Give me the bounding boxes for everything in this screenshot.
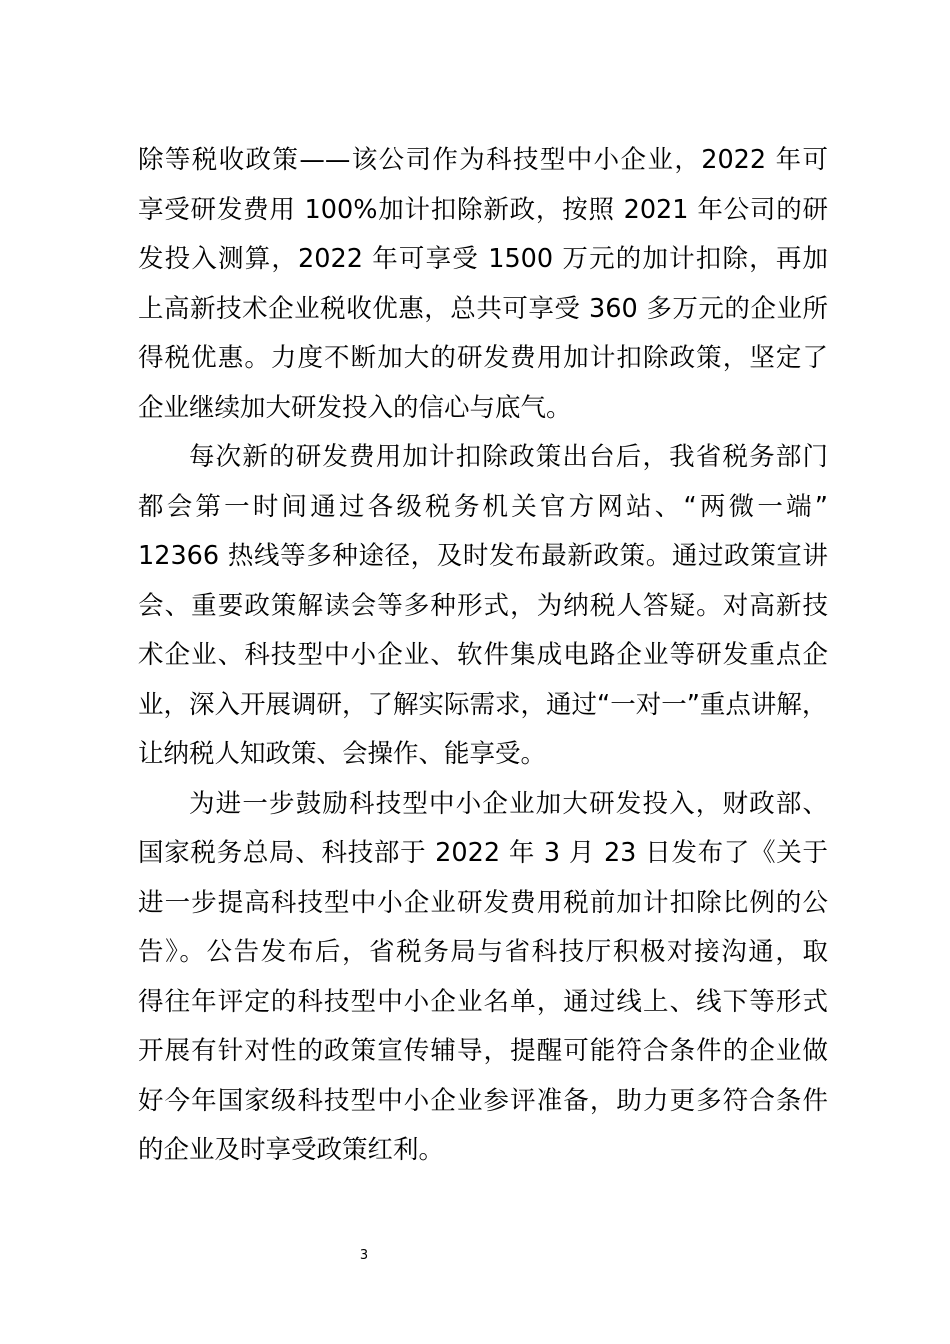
text-line: 每次新的研发费用加计扣除政策出台后，我省税务部门 xyxy=(189,442,828,472)
text-line: 12366 热线等多种途径，及时发布最新政策。通过政策宣讲 xyxy=(138,541,828,571)
text-line: 得往年评定的科技型中小企业名单，通过线上、线下等形式 xyxy=(138,986,828,1017)
text-line: 除等税收政策——该公司作为科技型中小企业，2022 年可 xyxy=(138,145,828,175)
text-line: 进一步提高科技型中小企业研发费用税前加计扣除比例的公 xyxy=(138,887,828,918)
text-line: 国家税务总局、科技部于 2022 年 3 月 23 日发布了《关于 xyxy=(138,838,828,868)
document-body xyxy=(138,136,828,1176)
paragraph-1 xyxy=(138,136,828,433)
text-line: 术企业、科技型中小企业、软件集成电路企业等研发重点企 xyxy=(138,640,828,670)
text-line: 会、重要政策解读会等多种形式，为纳税人答疑。对高新技 xyxy=(138,590,828,621)
text-line: 上高新技术企业税收优惠，总共可享受 360 多万元的企业所 xyxy=(138,293,828,324)
text-line: 都会第一时间通过各级税务机关官方网站、“两微一端” xyxy=(138,491,828,522)
text-line: 开展有针对性的政策宣传辅导，提醒可能符合条件的企业做 xyxy=(138,1036,828,1066)
text-line: 企业继续加大研发投入的信心与底气。 xyxy=(138,392,572,423)
page-number: 3 xyxy=(359,1248,369,1263)
text-line: 发投入测算，2022 年可享受 1500 万元的加计扣除，再加 xyxy=(138,244,828,274)
text-line: 让纳税人知政策、会操作、能享受。 xyxy=(138,739,547,769)
text-line: 的企业及时享受政策红利。 xyxy=(138,1135,445,1165)
text-line: 好今年国家级科技型中小企业参评准备，助力更多符合条件 xyxy=(138,1085,828,1116)
text-line: 享受研发费用 100%加计扣除新政，按照 2021 年公司的研 xyxy=(138,194,828,225)
text-line: 为进一步鼓励科技型中小企业加大研发投入，财政部、 xyxy=(189,788,828,819)
paragraph-2 xyxy=(138,433,828,780)
text-line: 得税优惠。力度不断加大的研发费用加计扣除政策，坚定了 xyxy=(138,343,828,373)
text-line: 业，深入开展调研，了解实际需求，通过“一对一”重点讲解， xyxy=(138,689,828,720)
text-line: 告》。公告发布后，省税务局与省科技厅积极对接沟通，取 xyxy=(138,937,828,967)
paragraph-3 xyxy=(138,780,828,1176)
